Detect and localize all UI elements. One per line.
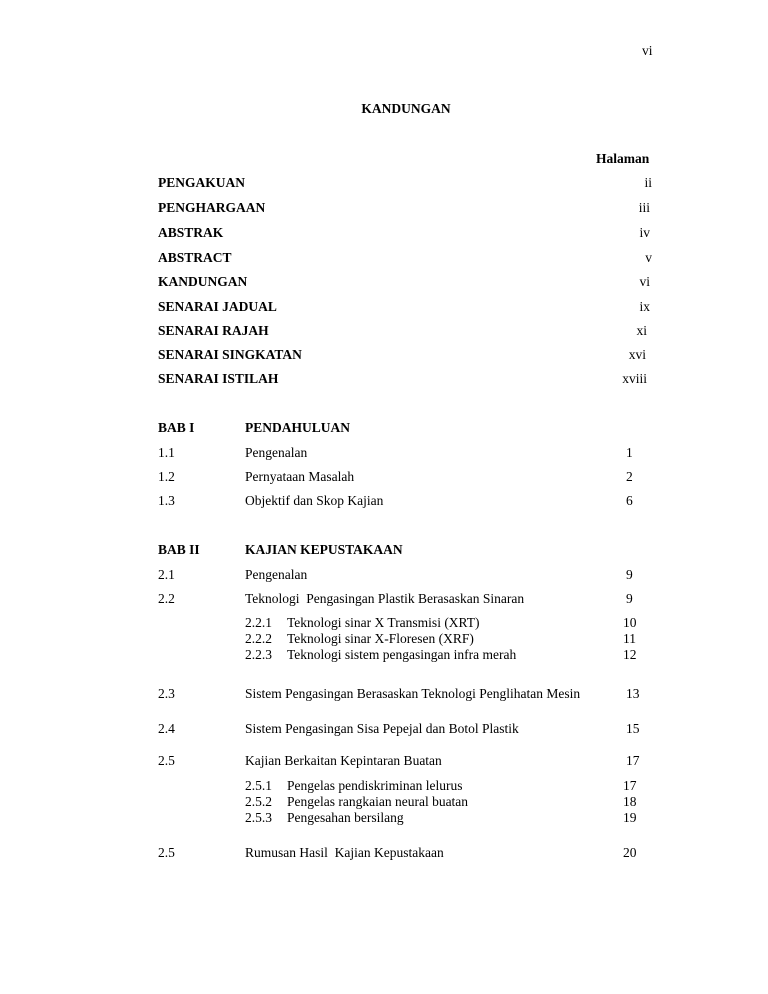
subsection-number: 2.2.1 <box>245 615 272 630</box>
toc-entry-page: xvi <box>628 347 646 362</box>
section-number: 1.2 <box>158 469 175 484</box>
toc-entry-page: xi <box>636 323 647 338</box>
section-number: 1.1 <box>158 445 175 460</box>
chapter-code: BAB II <box>158 542 200 557</box>
toc-entry-label: SENARAI RAJAH <box>158 323 269 338</box>
section-page: 9 <box>626 591 633 606</box>
page-number: vi <box>642 43 653 58</box>
subsection-number: 2.5.3 <box>245 810 272 825</box>
subsection-title: Teknologi sinar X-Floresen (XRF) <box>287 631 474 646</box>
section-title: Pengenalan <box>245 445 308 460</box>
subsection-page: 19 <box>623 810 637 825</box>
subsection-page: 17 <box>623 778 637 793</box>
toc-entry-label: SENARAI JADUAL <box>158 299 277 314</box>
toc-entry-page: iii <box>638 200 650 215</box>
section-number: 2.5 <box>158 753 175 768</box>
toc-entry-page: vi <box>639 274 650 289</box>
toc-entry-label: SENARAI SINGKATAN <box>158 347 302 362</box>
toc-entry-page: ix <box>639 299 650 314</box>
section-page: 6 <box>626 493 633 508</box>
section-title: Objektif dan Skop Kajian <box>245 493 384 508</box>
subsection-title: Pengesahan bersilang <box>287 810 404 825</box>
section-title: Rumusan Hasil Kajian Kepustakaan <box>245 845 444 860</box>
section-title: Sistem Pengasingan Sisa Pepejal dan Botol Plastik <box>245 721 519 736</box>
section-number: 2.2 <box>158 591 175 606</box>
section-page: 17 <box>626 753 640 768</box>
chapter-code: BAB I <box>158 420 195 435</box>
toc-entry-label: PENGAKUAN <box>158 175 245 190</box>
subsection-page: 12 <box>623 647 637 662</box>
section-number: 2.4 <box>158 721 175 736</box>
subsection-number: 2.2.2 <box>245 631 272 646</box>
section-number: 2.1 <box>158 567 175 582</box>
toc-entry-label: ABSTRAK <box>158 225 224 240</box>
subsection-title: Pengelas rangkaian neural buatan <box>287 794 469 809</box>
toc-entry-label: KANDUNGAN <box>158 274 248 289</box>
subsection-number: 2.5.2 <box>245 794 272 809</box>
toc-entry-label: PENGHARGAAN <box>158 200 266 215</box>
section-number: 2.5 <box>158 845 175 860</box>
subsection-page: 11 <box>623 631 636 646</box>
section-title: Sistem Pengasingan Berasaskan Teknologi Penglihatan Mesin <box>245 686 581 701</box>
chapter-title: KAJIAN KEPUSTAKAAN <box>245 542 403 557</box>
toc-entry-page: v <box>645 250 652 265</box>
section-page: 2 <box>626 469 633 484</box>
section-page: 1 <box>626 445 633 460</box>
toc-entry-page: iv <box>639 225 650 240</box>
subsection-title: Teknologi sistem pengasingan infra merah <box>287 647 517 662</box>
toc-entry-label: SENARAI ISTILAH <box>158 371 279 386</box>
section-page: 20 <box>623 845 637 860</box>
section-title: Teknologi Pengasingan Plastik Berasaskan Sinaran <box>245 591 525 606</box>
subsection-page: 18 <box>623 794 637 809</box>
toc-entry-label: ABSTRACT <box>158 250 232 265</box>
section-page: 9 <box>626 567 633 582</box>
section-title: Pengenalan <box>245 567 308 582</box>
toc-entry-page: xviii <box>622 371 647 386</box>
section-page: 13 <box>626 686 640 701</box>
section-page: 15 <box>626 721 640 736</box>
subsection-title: Pengelas pendiskriminan lelurus <box>287 778 463 793</box>
section-title: Pernyataan Masalah <box>245 469 355 484</box>
section-number: 1.3 <box>158 493 175 508</box>
section-title: Kajian Berkaitan Kepintaran Buatan <box>245 753 442 768</box>
subsection-number: 2.5.1 <box>245 778 272 793</box>
toc-entry-page: ii <box>644 175 652 190</box>
subsection-title: Teknologi sinar X Transmisi (XRT) <box>287 615 480 630</box>
subsection-number: 2.2.3 <box>245 647 272 662</box>
page-title: KANDUNGAN <box>361 101 451 116</box>
section-number: 2.3 <box>158 686 175 701</box>
halaman-header: Halaman <box>596 151 650 166</box>
subsection-page: 10 <box>623 615 637 630</box>
chapter-title: PENDAHULUAN <box>245 420 351 435</box>
